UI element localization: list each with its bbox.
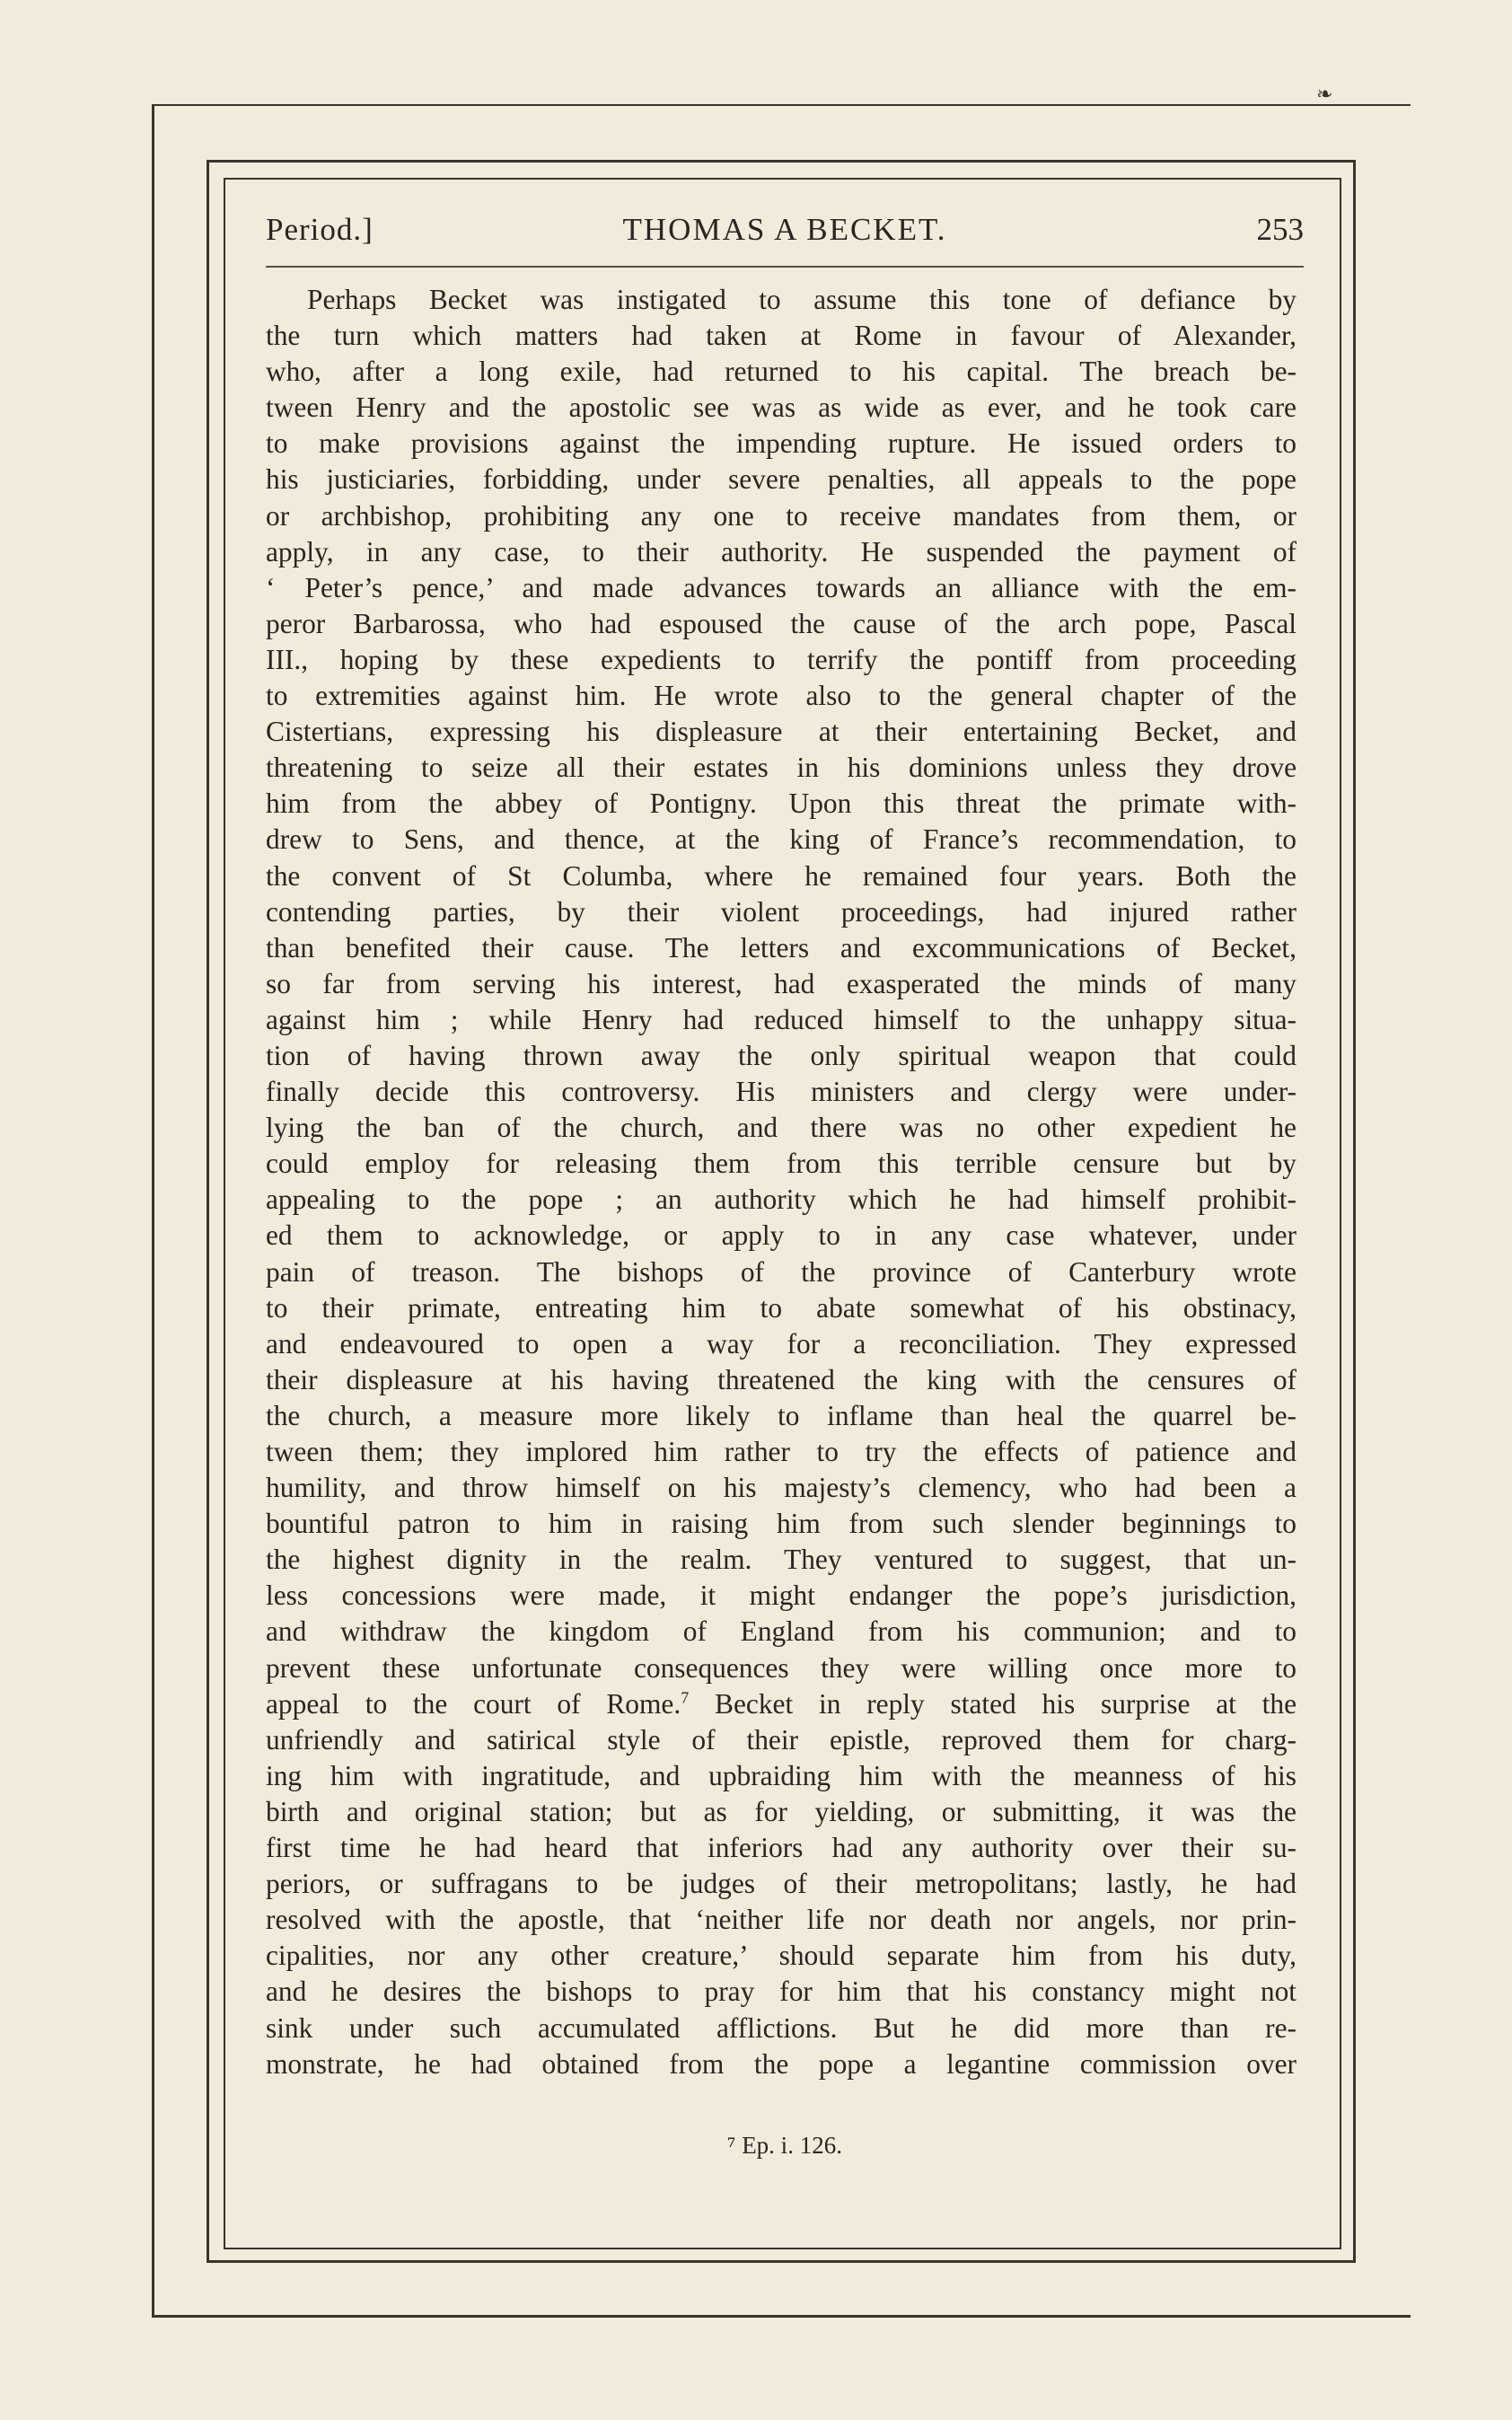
text-line: to extremities against him. He wrote also to the general chapter of the: [266, 680, 1297, 712]
text-line: the church, a measure more likely to inflame than heal the quarrel be-: [266, 1399, 1297, 1431]
text-line: him from the abbey of Pontigny. Upon this threat the primate with-: [266, 788, 1297, 820]
text-line: to make provisions against the impending rupture. He issued orders to: [266, 427, 1297, 460]
text-line: Cistertians, expressing his displeasure at their entertaining Becket, and: [266, 716, 1297, 748]
text-line: ‘ Peter’s pence,’ and made advances towards an alliance with the em-: [266, 571, 1297, 603]
text-line: tween Henry and the apostolic see was as wide as ever, and he took care: [266, 392, 1297, 424]
text-line: unfriendly and satirical style of their epistle, reproved them for charg-: [266, 1723, 1297, 1756]
running-header: [266, 212, 1304, 255]
text-line: peror Barbarossa, who had espoused the cause of the arch pope, Pascal: [266, 607, 1297, 639]
text-line: pain of treason. The bishops of the province of Canterbury wrote: [266, 1255, 1297, 1288]
text-line: prevent these unfortunate consequences they were willing once more to: [266, 1651, 1297, 1684]
header-section: Period.]: [266, 212, 374, 247]
ornament-mark: ❧: [1316, 83, 1333, 105]
text-line: ed them to acknowledge, or apply to in any case whatever, under: [266, 1219, 1297, 1252]
text-line: drew to Sens, and thence, at the king of France’s recommendation, to: [266, 823, 1297, 856]
text-line: and endeavoured to open a way for a reconciliation. They expressed: [266, 1327, 1297, 1360]
text-line: their displeasure at his having threatened the king with the censures of: [266, 1363, 1297, 1395]
text-line: III., hoping by these expedients to terrify the pontiff from proceeding: [266, 643, 1297, 675]
text-line: humility, and throw himself on his majesty’s clemency, who had been a: [266, 1472, 1297, 1504]
text-line: ing him with ingratitude, and upbraiding him with the meanness of his: [266, 1759, 1297, 1791]
text-line: or archbishop, prohibiting any one to receive mandates from them, or: [266, 499, 1297, 532]
text-line: less concessions were made, it might endanger the pope’s jurisdiction,: [266, 1580, 1297, 1612]
text-line: tion of having thrown away the only spiritual weapon that could: [266, 1039, 1297, 1071]
text-line: than benefited their cause. The letters and excommunications of Becket,: [266, 931, 1297, 964]
text-line: could employ for releasing them from this terrible censure but by: [266, 1148, 1297, 1180]
text-line: tween them; they implored him rather to try the effects of patience and: [266, 1436, 1297, 1467]
text-line: sink under such accumulated afflictions. But he did more than re-: [266, 2011, 1297, 2044]
text-line: periors, or suffragans to be judges of their metropolitans; lastly, he had: [266, 1868, 1297, 1900]
text-line: lying the ban of the church, and there was no other expedient he: [266, 1112, 1297, 1144]
text-line: finally decide this controversy. His ministers and clergy were under-: [266, 1076, 1297, 1108]
text-line: first time he had heard that inferiors had any authority over their su-: [266, 1832, 1297, 1864]
text-line: against him ; while Henry had reduced himself to the unhappy situa-: [266, 1003, 1297, 1035]
footnote: ⁷ Ep. i. 126.: [727, 2132, 842, 2159]
text-line-with-note: [266, 1686, 1297, 1722]
text-line: his justiciaries, forbidding, under severe penalties, all appeals to the pope: [266, 463, 1297, 496]
text-line: and he desires the bishops to pray for him that his constancy might not: [266, 1976, 1297, 2008]
footnote-marker: 7: [681, 1688, 690, 1707]
text-line: so far from serving his interest, had exasperated the minds of many: [266, 967, 1297, 999]
text-line: appealing to the pope ; an authority which he had himself prohibit-: [266, 1184, 1297, 1216]
text-line: to their primate, entreating him to abate somewhat of his obstinacy,: [266, 1291, 1297, 1324]
text-segment: appeal to the court of Rome.: [266, 1687, 681, 1720]
text-line: monstrate, he had obtained from the pope a legantine commission over: [266, 2047, 1297, 2080]
text-segment: Becket in reply stated his surprise at the: [689, 1687, 1297, 1720]
text-line: and withdraw the kingdom of England from his communion; and to: [266, 1615, 1297, 1648]
text-line: apply, in any case, to their authority. He suspended the payment of: [266, 535, 1297, 568]
text-line: birth and original station; but as for yielding, or submitting, it was the: [266, 1795, 1297, 1827]
header-rule: [266, 266, 1304, 268]
text-line: contending parties, by their violent proceedings, had injured rather: [266, 895, 1297, 928]
page-number: 253: [1256, 212, 1304, 247]
text-line: bountiful patron to him in raising him from such slender beginnings to: [266, 1508, 1297, 1540]
text-line: the highest dignity in the realm. They ventured to suggest, that un-: [266, 1544, 1297, 1576]
body-text: [266, 282, 1297, 2082]
text-line: the convent of St Columba, where he remained four years. Both the: [266, 859, 1297, 892]
text-line: who, after a long exile, had returned to his capital. The breach be-: [266, 356, 1297, 388]
header-title: THOMAS A BECKET.: [622, 212, 947, 247]
text-line: the turn which matters had taken at Rome in favour of Alexander,: [266, 320, 1297, 352]
text-line: threatening to seize all their estates in his dominions unless they drove: [266, 752, 1297, 784]
text-line: resolved with the apostle, that ‘neither life nor death nor angels, nor prin-: [266, 1904, 1297, 1936]
text-line: cipalities, nor any other creature,’ should separate him from his duty,: [266, 1940, 1297, 1972]
text-line: Perhaps Becket was instigated to assume this tone of defiance by: [307, 284, 1297, 315]
